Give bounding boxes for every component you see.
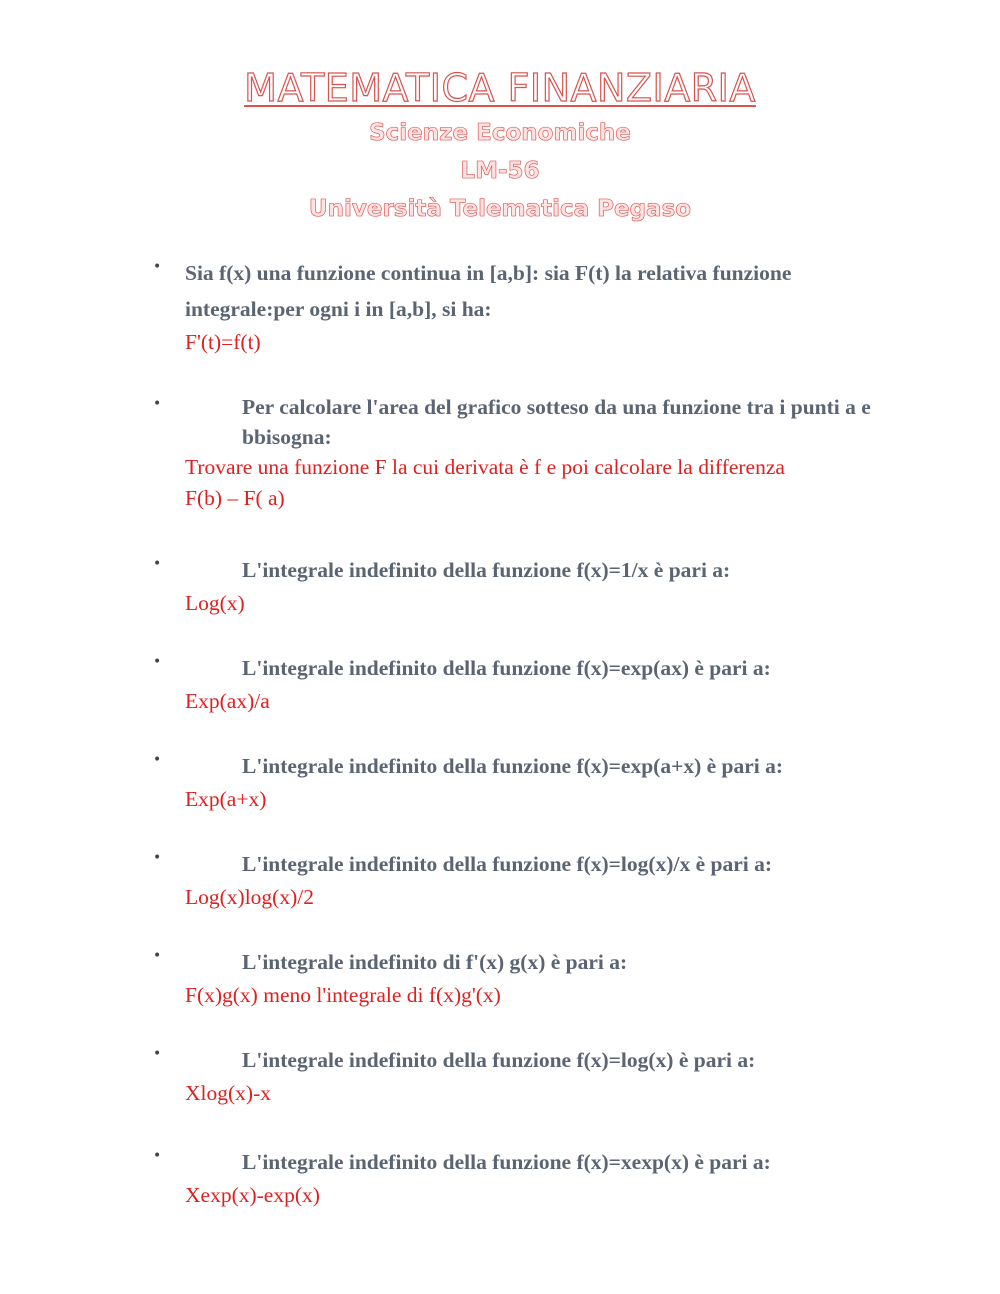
answer-text: Xlog(x)-x	[185, 1081, 271, 1105]
question-text: L'integrale indefinito della funzione f(x)=exp(a+x) è pari a:	[242, 754, 784, 778]
question-text: L'integrale indefinito della funzione f(x)=log(x) è pari a:	[242, 1048, 756, 1072]
answer-text: Exp(ax)/a	[185, 689, 270, 713]
document-title: MATEMATICA FINANZIARIA	[244, 66, 756, 110]
question-text: L'integrale indefinito della funzione f(x)=xexp(x) è pari a:	[242, 1150, 771, 1174]
list-item	[153, 650, 865, 717]
bullet-icon: •	[153, 948, 162, 964]
list-item	[153, 748, 865, 815]
document-header	[0, 62, 1000, 228]
subtitle-code: LM-56	[460, 158, 540, 184]
bullet-icon: •	[153, 654, 162, 670]
answer-text: Xexp(x)-exp(x)	[185, 1183, 320, 1207]
list-item	[153, 1042, 865, 1109]
question-text: L'integrale indefinito della funzione f(x)=1/x è pari a:	[242, 558, 731, 582]
list-item	[153, 1144, 865, 1211]
answer-text: Exp(a+x)	[185, 787, 267, 811]
answer-text: Trovare una funzione F la cui derivata è f e poi calcolare la differenza F(b) – F( a)	[185, 455, 785, 510]
question-text: L'integrale indefinito di f'(x) g(x) è pari a:	[242, 950, 628, 974]
list-item	[153, 944, 865, 1011]
question-text: Per calcolare l'area del grafico sotteso da una funzione tra i punti a e bbisogna:	[242, 395, 871, 449]
bullet-icon: •	[153, 1148, 162, 1164]
bullet-icon: •	[153, 556, 162, 572]
bullet-icon: •	[153, 259, 162, 275]
bullet-icon: •	[153, 396, 162, 412]
bullet-icon: •	[153, 752, 162, 768]
bullet-icon: •	[153, 1046, 162, 1062]
answer-text: Log(x)log(x)/2	[185, 885, 314, 909]
subtitle-university: Università Telematica Pegaso	[308, 196, 692, 222]
bullet-icon: •	[153, 850, 162, 866]
question-text: Sia f(x) una funzione continua in [a,b]: sia F(t) la relativa funzione integrale:per ogni i in [a,b], si ha:	[185, 261, 792, 321]
list-item	[153, 255, 865, 358]
list-item	[153, 552, 865, 619]
list-item	[153, 392, 871, 514]
question-text: L'integrale indefinito della funzione f(x)=log(x)/x è pari a:	[242, 852, 772, 876]
answer-text: F(x)g(x) meno l'integrale di f(x)g'(x)	[185, 983, 501, 1007]
list-item	[153, 846, 865, 913]
answer-text: Log(x)	[185, 591, 245, 615]
subtitle-course: Scienze Economiche	[369, 120, 631, 146]
answer-text: F'(t)=f(t)	[185, 330, 261, 354]
question-text: L'integrale indefinito della funzione f(x)=exp(ax) è pari a:	[242, 656, 771, 680]
